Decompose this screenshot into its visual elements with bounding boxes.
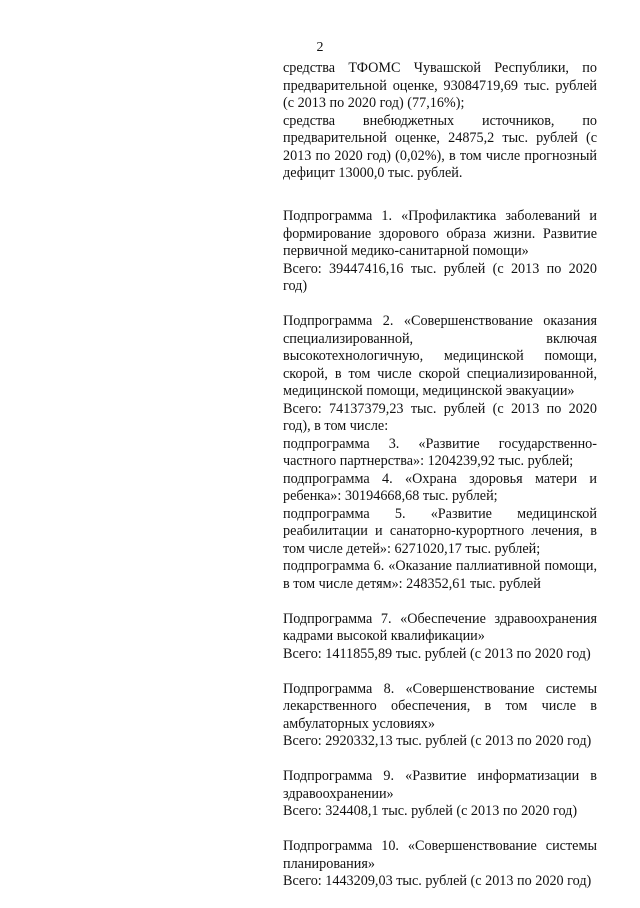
subprogram-8: [283, 681, 597, 751]
subprogram-item-3: подпрограмма 3. «Развитие государственно-частного партнерства»: 1204239,92 тыс. рублей;: [283, 435, 597, 469]
subprogram-total: Всего: 1411855,89 тыс. рублей (с 2013 по 2020 год): [283, 645, 591, 662]
subprogram-item-4: подпрограмма 4. «Охрана здоровья матери и ребенка»: 30194668,68 тыс. рублей;: [283, 470, 597, 504]
subprogram-total: Всего: 1443209,03 тыс. рублей (с 2013 по 2020 год): [283, 873, 592, 889]
subprogram-title: Подпрограмма 1. «Профилактика заболеваний и формирование здорового образа жизни. Развитие первичной медико-санитарной помощи»: [283, 208, 597, 259]
subprogram-total: Всего: 324408,1 тыс. рублей (с 2013 по 2020 год): [283, 803, 578, 819]
subprogram-2: [283, 313, 597, 593]
subprogram-item-6: подпрограмма 6. «Оказание паллиативной помощи, в том числе детям»: 248352,61 тыс. рублей: [283, 558, 597, 592]
funding-source-extrabudgetary: средства внебюджетных источников, по предварительной оценке, 24875,2 тыс. рублей (с 2013 по 2020 год) (0,02%), в том числе прогнозный дефицит 13000,0 тыс. рублей.: [283, 112, 597, 181]
subprogram-title: Подпрограмма 2. «Совершенствование оказания специализированной, включая высокотехнологичную, медицинской помощи, скорой, в том числе скорой специализированной, медицинской помощи, медицинской эвакуации»: [283, 313, 597, 399]
subprogram-9: [283, 768, 597, 821]
subprogram-total: Всего: 74137379,23 тыс. рублей (с 2013 по 2020 год), в том числе:: [283, 400, 597, 434]
subprogram-1: [283, 208, 597, 296]
subprogram-10: [283, 838, 597, 891]
subprogram-title: Подпрограмма 10. «Совершенствование системы планирования»: [283, 838, 597, 872]
funding-source-tfoms: средства ТФОМС Чувашской Республики, по предварительной оценке, 93084719,69 тыс. рублей (с 2013 по 2020 год) (77,16%);: [283, 60, 597, 111]
document-body: [283, 60, 597, 908]
subprogram-total: Всего: 2920332,13 тыс. рублей (с 2013 по 2020 год): [283, 733, 592, 749]
subprogram-item-5: подпрограмма 5. «Развитие медицинской реабилитации и санаторно-курортного лечения, в том числе детей»: 6271020,17 тыс. рублей;: [283, 505, 597, 557]
subprogram-title: Подпрограмма 8. «Совершенствование системы лекарственного обеспечения, в том числе в амбулаторных условиях»: [283, 680, 597, 732]
funding-sources: [283, 60, 597, 183]
subprogram-title: Подпрограмма 7. «Обеспечение здравоохранения кадрами высокой квалификации»: [283, 610, 597, 644]
subprogram-title: Подпрограмма 9. «Развитие информатизации в здравоохранении»: [283, 768, 597, 802]
page-number: 2: [316, 40, 324, 55]
subprogram-total: Всего: 39447416,16 тыс. рублей (с 2013 по 2020 год): [283, 260, 597, 294]
subprogram-7: [283, 611, 597, 664]
